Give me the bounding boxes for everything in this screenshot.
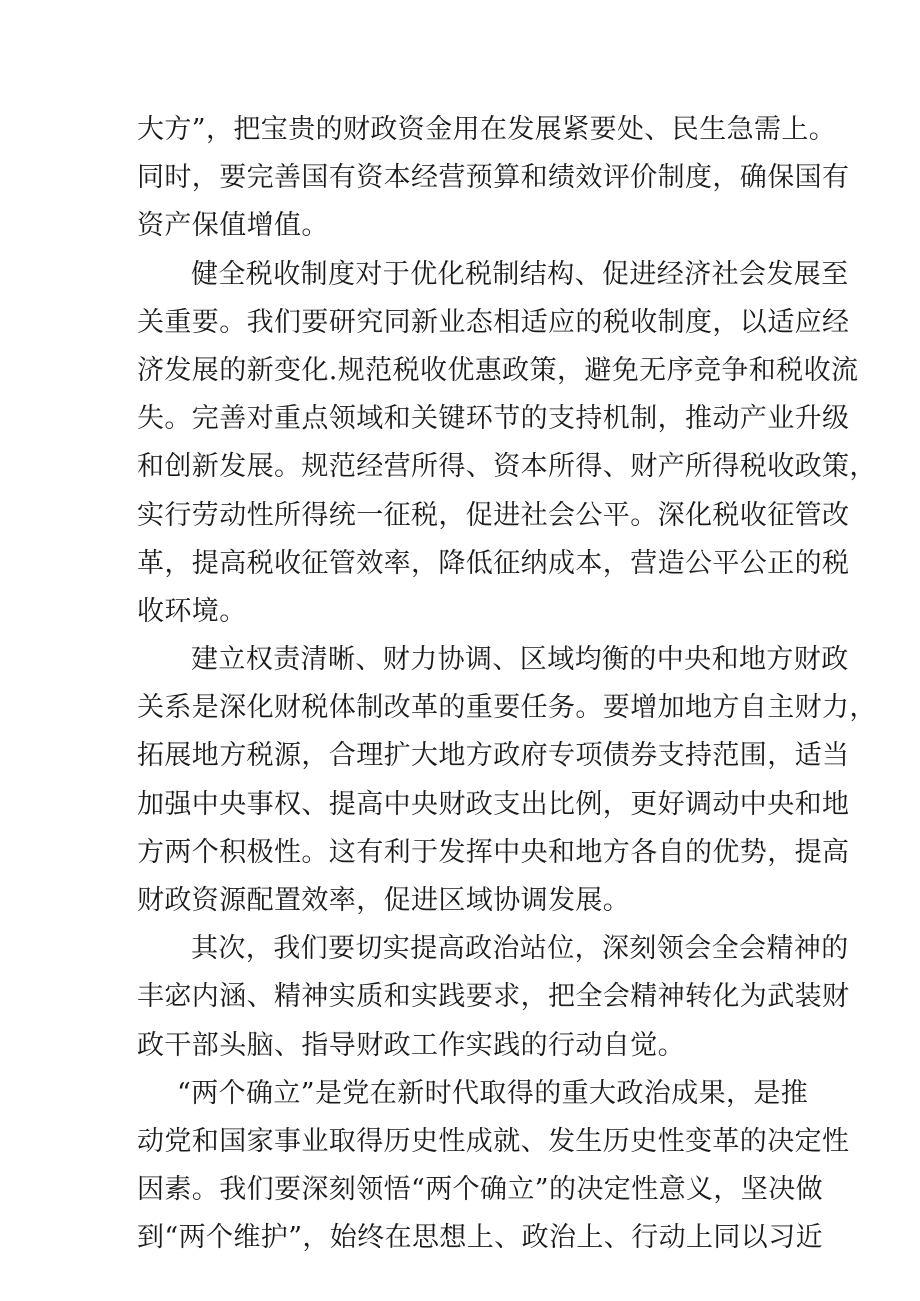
text-line: 到“两个维护”，始终在思想上、政治上、行动上同以习近 <box>137 1222 824 1254</box>
text-line: 实行劳动性所得统一征税，促进社会公平。深化税收征管改 <box>137 499 850 531</box>
text-line: 和创新发展。规范经营所得、资本所得、财产所得税收政策， <box>137 451 877 483</box>
paragraph-first-line: 健全税收制度对于优化税制结构、促进经济社会发展至 <box>191 258 849 290</box>
text-line: 动党和国家事业取得历史性成就、发生历史性变革的决定性 <box>137 1125 850 1157</box>
text-line: 关系是深化财税体制改革的重要任务。要增加地方自主财力， <box>137 692 877 724</box>
text-line: 收环境。 <box>137 595 247 627</box>
text-line: 方两个积极性。这有利于发挥中央和地方各自的优势，提高 <box>137 836 850 868</box>
text-line: 政干部头脑、指导财政工作实践的行动自觉。 <box>137 1029 685 1061</box>
text-line: 拓展地方税源，合理扩大地方政府专项债券支持范围，适当 <box>137 740 850 772</box>
text-line: 济发展的新变化.规范税收优惠政策，避免无序竞争和税收流 <box>137 354 859 386</box>
paragraph-first-line: “两个确立”是党在新时代取得的重大政治成果，是推 <box>177 1077 809 1109</box>
text-line: 关重要。我们要研究同新业态相适应的税收制度，以适应经 <box>137 306 850 338</box>
document-body <box>137 106 877 1263</box>
text-line: 革，提高税收征管效率，降低征纳成本，营造公平公正的税 <box>137 547 850 579</box>
text-line: 丰宓内涵、精神实质和实践要求，把全会精神转化为武装财 <box>137 981 850 1013</box>
paragraph-first-line: 其次，我们要切实提高政治站位，深刻领会全会精神的 <box>191 933 849 965</box>
text-line: 失。完善对重点领域和关键环节的支持机制，推动产业升级 <box>137 403 850 435</box>
text-line: 财政资源配置效率，促进区域协调发展。 <box>137 885 631 916</box>
text-line: 同时，要完善国有资本经营预算和绩效评价制度，确保国有 <box>137 162 850 194</box>
text-line: 加强中央事权、提高中央财政支出比例，更好调动中央和地 <box>137 788 850 820</box>
text-line: 大方”，把宝贵的财政资金用在发展紧要处、民生急需上。 <box>137 114 837 145</box>
text-line: 因素。我们要深刻领悟“两个确立”的决定性意义，坚决做 <box>137 1174 824 1206</box>
paragraph-first-line: 建立权责清晰、财力协调、区域均衡的中央和地方财政 <box>191 644 849 676</box>
text-line: 资产保值增值。 <box>137 210 329 242</box>
